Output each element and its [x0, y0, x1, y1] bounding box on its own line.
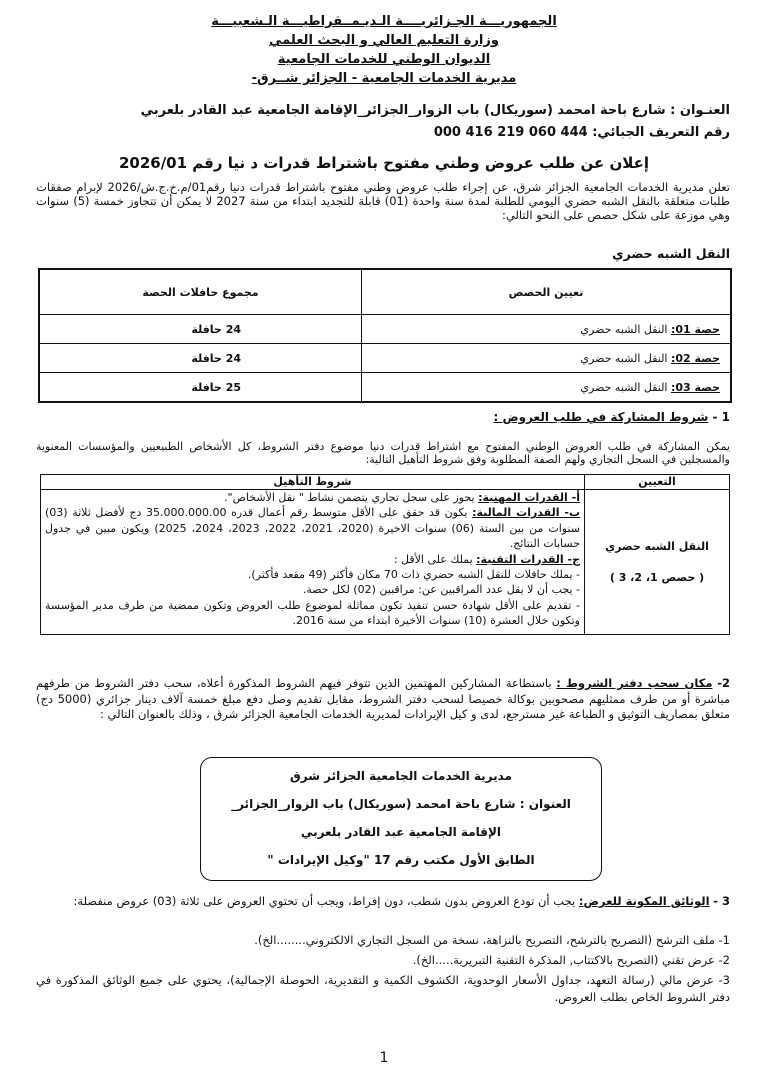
section2-number: 2-: [717, 676, 730, 690]
table-row: [39, 344, 731, 373]
qual-table-header: [41, 475, 730, 490]
lot-number: حصة 01:: [671, 322, 720, 336]
section3-paragraph: [36, 893, 730, 909]
lot-number: حصة 02:: [671, 351, 720, 365]
address-line: العنوان : شارع باحة امحمد (سوريكال) باب الزوار_الجزائر_: [231, 797, 571, 811]
section1-text: يمكن المشاركة في طلب العروض الوطني المفتوح مع اشتراط قدرات دنيا موضوع دفتر الشروط، كل الأشخاص الطبيعيين والمؤسسات المعنوية والمسجلين في السجل التجاري ولهم الصفة المطلوبة وفق شروط التأهيل التالية:: [36, 440, 730, 466]
lot-cell: [362, 373, 732, 403]
technical-item: - يملك حافلات للنقل الشبه حضري ذات 70 مكان فأكثر (49 مقعد فأكثر).: [247, 568, 580, 582]
buses-count: 24 حافلة: [39, 344, 362, 373]
designation-lots: ( حصص 1، 2، 3 ): [609, 571, 705, 584]
financial-capacity: ب- القدرات المالية: يكون قد حقق على الأقل متوسط رقم أعمال قدره 35.000.000.00 دج لأفضل ثلاثة (03) سنوات من بين الستة (06) سنوات الاخيرة (2020، 2021، 2022، 2023، 2024، 2025) ويكون مبين في جدول حسابات النتائج.: [45, 506, 581, 551]
lots-table: [38, 268, 732, 403]
section1-title: شروط المشاركة في طلب العروض :: [493, 410, 709, 424]
table-row: [39, 315, 731, 344]
section3-title: الوثائق المكونة للعرض:: [578, 894, 710, 908]
designation-cell: [585, 490, 730, 635]
professional-capacity: أ- القدرات المهنية: يحوز على سجل تجاري يتضمن نشاط " نقل الأشخاص".: [224, 491, 580, 504]
buses-count: 25 حافلة: [39, 373, 362, 403]
intro-paragraph: تعلن مديرية الخدمات الجامعية الجزائر شرق، عن إجراء طلب عروض وطني مفتوح باشتراط قدرات دنيا رقم01/م.خ.ج.ش/2026 لإبرام صفقات طلبات متعلقة بالنقل الشبه حضري اليومي للطلبة لمدة سنة واحدة (01) قابلة للتجديد ابتداء من سنة 2027 لا يمكن أن تتجاوز خمسة (5) سنوات وهي موزعة على شكل حصص على النحو التالي:: [36, 180, 730, 222]
office-title: الديوان الوطني للخدمات الجامعية: [277, 52, 491, 67]
tax-id: رقم التعريف الجبائي: 444 060 219 416 000: [433, 125, 730, 140]
designation-text: النقل الشبه حضري: [605, 540, 709, 553]
qualification-table: [40, 474, 730, 635]
lot-cell: [362, 344, 732, 373]
table-row: [39, 373, 731, 403]
col-designation: التعيين: [585, 475, 730, 490]
table-row: [41, 490, 730, 635]
ministry-title: وزارة التعليم العالي و البحث العلمي: [269, 33, 499, 48]
section3-text: يجب أن تودع العروض بدون شطب، دون إفراط، ويجب أن تحتوي العروض على ثلاثة (03) عروض منفصلة:: [73, 894, 576, 908]
address-box: [200, 757, 602, 881]
technical-capacity: ج- القدرات التقنية: يملك على الأقل :: [393, 552, 580, 566]
section1-number: 1 -: [712, 410, 730, 424]
list-item: 1- ملف الترشح (التصريح بالترشح، التصريح بالنزاهة، نسخة من السجل التجاري الالكتروني........الخ).: [254, 933, 730, 947]
lot-name: النقل الشبه حضري: [580, 380, 668, 394]
section3-number: 3 -: [713, 894, 730, 908]
page-number: 1: [379, 1050, 389, 1066]
col-conditions: شروط التأهيل: [41, 475, 585, 490]
contact-address: العنـوان : شارع باحة امحمد (سوريكال) باب الزوار_الجزائر_الإقامة الجامعية عبد القادر بلعربي: [140, 103, 730, 118]
conditions-cell: [41, 490, 585, 635]
announcement-title: إعلان عن طلب عروض وطني مفتوح باشتراط قدرات د نيا رقم 2026/01: [118, 154, 650, 172]
section2-paragraph: [36, 676, 730, 723]
technical-item: - تقديم على الأقل شهادة حسن تنفيذ تكون مماثلة لموضوع طلب العروض وتكون ممضية من طرف مدير المؤسسة وتكون خلال العشرة (10) سنوات الأخيرة ابتداء من سنة 2016.: [45, 598, 580, 628]
technical-item: - يجب أن لا يقل عدد المراقبين عن: مراقبين (02) لكل حصة.: [302, 583, 580, 597]
buses-count: 24 حافلة: [39, 315, 362, 344]
lots-table-header: [39, 269, 731, 315]
address-line: الطابق الأول مكتب رقم 17 "وكيل الإيرادات ": [267, 853, 535, 867]
lot-name: النقل الشبه حضري: [580, 322, 668, 336]
republic-title: الجمهوريـــة الجـزائريــــة الـديـمــقراطيـــة الـشعبيـــة: [211, 14, 557, 29]
section3-list: [36, 932, 730, 1006]
section-label: النقل الشبه حضري: [612, 246, 730, 261]
directorate-title: مديرية الخدمات الجامعية - الجزائر شــرق-: [251, 71, 517, 86]
address-line: الإقامة الجامعية عبد القادر بلعربي: [300, 825, 502, 839]
col-lots: تعيين الحصص: [362, 269, 732, 315]
section1-heading: [494, 410, 731, 424]
lot-number: حصة 03:: [671, 380, 720, 394]
section2-title: مكان سحب دفتر الشروط :: [556, 676, 713, 690]
section2-text: باستطاعة المشاركين المهتمين الذين تتوفر فيهم الشروط المذكورة أعلاه، سحب دفتر الشروط من طرفهم مباشرة أو من طرف ممثليهم مصحوبين بوكالة خصيصا لسحب دفتر الشروط، مقابل تقديم وصل دفع مبلغ خمسة آلاف دينار جزائري (5000 دج) متعلق بمصاريف التوثيق و الطباعة غير مسترجع، لدى و كيل الإيرادات لمديرية الخدمات الجامعية الجزائر شرق ، وذلك بالعنوان التالي :: [36, 676, 730, 721]
list-item: 3- عرض مالي (رسالة التعهد، جداول الأسعار الوحدوية، الكشوف الكمية و التقديرية، الحوصلة الإجمالية)، يحتوي على جميع الوثائق المذكورة في دفتر الشروط الخاص بطلب العروض.: [36, 973, 730, 1004]
col-buses: مجموع حافلات الحصة: [39, 269, 362, 315]
address-line: مديرية الخدمات الجامعية الجزائر شرق: [290, 769, 512, 783]
list-item: 2- عرض تقني (التصريح بالاكتتاب, المذكرة التقنية التبريرية.....الخ).: [412, 953, 730, 967]
lot-cell: [362, 315, 732, 344]
lot-name: النقل الشبه حضري: [580, 351, 668, 365]
